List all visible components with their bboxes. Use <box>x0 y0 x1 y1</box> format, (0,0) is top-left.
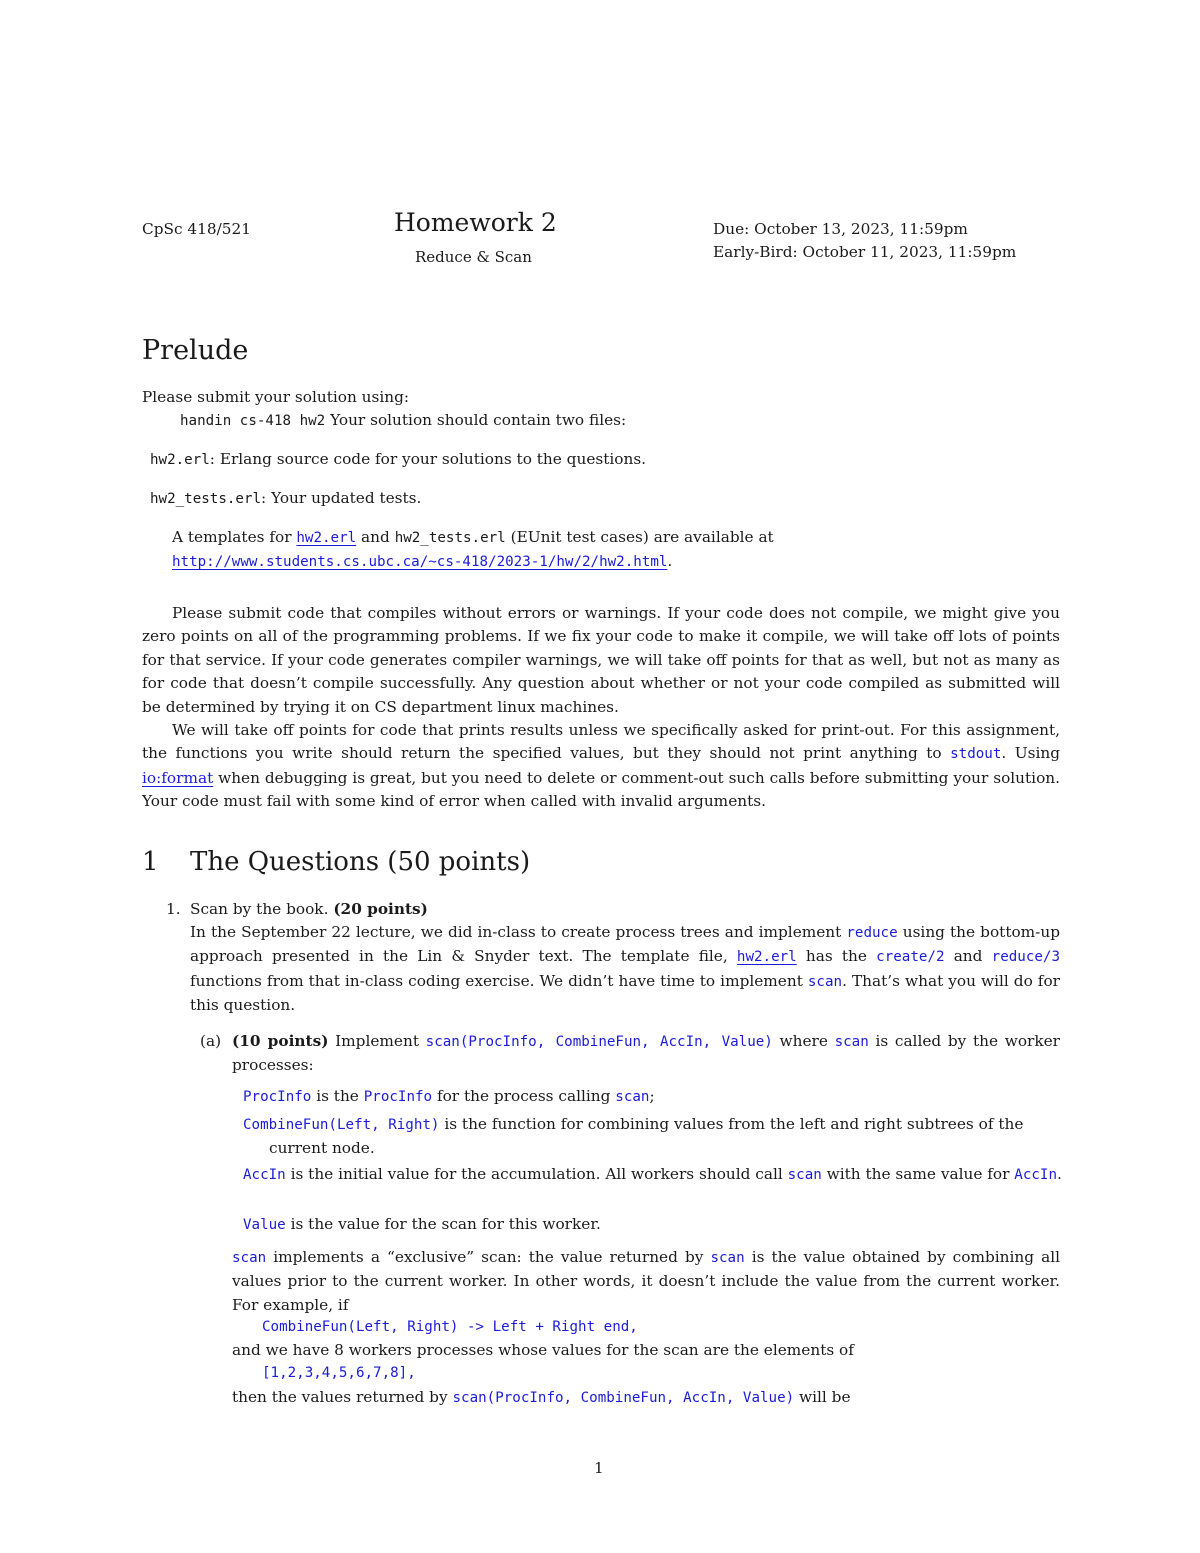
param-accin <box>243 1163 1086 1187</box>
procinfo-scan-code: scan <box>615 1089 650 1105</box>
due-date: Due: October 13, 2023, 11:59pm <box>713 220 968 238</box>
pa-text-a: Implement <box>328 1032 426 1050</box>
url-period: . <box>667 552 673 570</box>
procinfo-code-2: ProcInfo <box>363 1089 433 1105</box>
q1-text-b: using the bottom-up approach presented in the Lin & Snyder text. The template file, <box>190 923 1060 966</box>
create-code: create/2 <box>876 949 945 966</box>
assignment-url-link[interactable]: http://www.students.cs.ubc.ca/~cs-418/2023-1/hw/2/hw2.html <box>172 554 668 570</box>
part-a-label: (a) <box>200 1032 222 1050</box>
file-name-source: hw2.erl <box>150 452 210 468</box>
handin-line <box>180 409 626 433</box>
course-code: CpSc 418/521 <box>142 220 251 238</box>
q1-text-d: and <box>944 947 992 966</box>
templates-text-c: (EUnit test cases) are available at <box>505 528 774 546</box>
section-1-heading: The Questions (50 points) <box>190 847 531 877</box>
scan-signature-code: scan(ProcInfo, CombineFun, AccIn, Value) <box>425 1034 773 1050</box>
exp-text-a: implements a “exclusive” scan: the value returned by <box>266 1248 711 1266</box>
file-desc-source: : Erlang source code for your solutions to the questions. <box>209 450 647 468</box>
section-1-number: 1 <box>142 847 159 877</box>
templates-text-b: and <box>356 528 395 546</box>
handin-note: Your solution should contain two files: <box>330 411 627 429</box>
param-value <box>243 1213 1086 1237</box>
scan-code-a: scan <box>834 1034 869 1050</box>
q1-text-a: In the September 22 lecture, we did in-class to create process trees and implement <box>190 923 847 941</box>
q1-text-c: has the <box>796 947 877 966</box>
q1-text-e: functions from that in-class coding exercise. We didn’t have time to implement <box>190 971 808 990</box>
submit-instruction: Please submit your solution using: <box>142 388 410 406</box>
param-procinfo <box>243 1085 1086 1109</box>
result-scan-code: scan(ProcInfo, CombineFun, AccIn, Value) <box>452 1390 795 1406</box>
print-text-b: . Using <box>1001 744 1060 763</box>
exp-text-b: is the value obtained by combining all values prior to the current worker. In other words, it doesn’t include the value from the current worker. For example, if <box>232 1248 1060 1314</box>
example-combine-code: CombineFun(Left, Right) -> Left + Right end, <box>262 1319 638 1335</box>
accin-text-b: with the same value for <box>821 1165 1015 1183</box>
q1-title-text: Scan by the book. <box>190 900 329 918</box>
pa-text-b: where <box>772 1032 835 1050</box>
accin-scan-code: scan <box>787 1167 822 1183</box>
page-title: Homework 2 <box>394 208 557 237</box>
result-text-b: will be <box>794 1388 851 1406</box>
file-desc-tests: : Your updated tests. <box>261 489 422 507</box>
example-workers-text: and we have 8 workers processes whose values for the scan are the elements of <box>232 1341 854 1359</box>
question-1-title <box>190 898 428 921</box>
scan-code: scan <box>807 973 843 990</box>
result-text-a: then the values returned by <box>232 1388 453 1406</box>
stdout-code: stdout <box>950 746 1002 763</box>
accin-text-a: is the initial value for the accumulation. All workers should call <box>285 1165 788 1183</box>
combinefun-text: is the function for combining values from the left and right subtrees of the current node. <box>269 1115 1024 1158</box>
exp-scan-code-2: scan <box>710 1250 745 1266</box>
question-1-number: 1. <box>166 900 181 918</box>
prelude-heading: Prelude <box>142 335 249 366</box>
procinfo-text-c: ; <box>649 1087 655 1105</box>
print-text-c: when debugging is great, but you need to delete or comment-out such calls before submitting your solution. Your code must fail with some kind of error when called with invalid arguments. <box>142 768 1060 811</box>
reduce-code: reduce <box>846 925 898 941</box>
procinfo-text-b: for the process calling <box>432 1087 616 1105</box>
param-combinefun <box>243 1113 1086 1161</box>
compile-policy-paragraph: Please submit code that compiles without errors or warnings. If your code does not compile, we might give you zero points on all of the programming problems. If we fix your code to make it compile, we will take off lots of points for that service. If your code generates compiler warnings, we will take off points for that as well, but not as many as for code that doesn’t compile successfully. Any question about whether or not your code compiled as submitted will be determined by trying it on CS department linux machines. <box>142 604 1060 716</box>
file-name-tests: hw2_tests.erl <box>150 491 262 507</box>
handin-command: handin cs-418 hw2 <box>180 413 326 429</box>
part-a-description <box>232 1030 1060 1078</box>
procinfo-text-a: is the <box>311 1087 364 1105</box>
accin-code: AccIn <box>243 1167 286 1183</box>
exclusive-scan-explanation <box>232 1246 1060 1317</box>
url-line <box>172 550 672 574</box>
io-format-link[interactable]: io:format <box>142 768 214 787</box>
value-text: is the value for the scan for this worker. <box>285 1215 601 1233</box>
early-bird-date: Early-Bird: October 11, 2023, 11:59pm <box>713 243 1017 261</box>
pa-text-c: is called by the worker processes: <box>232 1032 1060 1075</box>
tests-file-code: hw2_tests.erl <box>394 530 506 546</box>
question-1-description <box>190 921 1060 1018</box>
procinfo-code: ProcInfo <box>243 1089 312 1105</box>
file-item-tests <box>150 487 421 511</box>
hw2-erl-link[interactable]: hw2.erl <box>296 530 357 546</box>
page-number: 1 <box>594 1459 604 1477</box>
templates-line <box>172 526 774 550</box>
print-text-a: We will take off points for code that prints results unless we specifically asked for print-out. For this assignment, the functions you write should return the specified values, but they should not print anything to <box>142 721 1060 763</box>
page-subtitle: Reduce & Scan <box>415 248 532 266</box>
file-item-source <box>150 448 646 472</box>
value-code: Value <box>243 1217 286 1233</box>
template-file-link[interactable]: hw2.erl <box>736 949 797 966</box>
accin-code-2: AccIn <box>1014 1167 1058 1183</box>
exp-scan-code: scan <box>232 1250 267 1266</box>
print-policy-paragraph <box>142 719 1060 814</box>
example-result-line <box>232 1386 851 1410</box>
reduce3-code: reduce/3 <box>991 949 1060 966</box>
q1-points: (20 points) <box>333 900 428 918</box>
accin-text-c: . <box>1057 1165 1062 1183</box>
example-values-code: [1,2,3,4,5,6,7,8], <box>262 1365 416 1381</box>
part-a-points: (10 points) <box>232 1032 329 1050</box>
templates-text-a: A templates for <box>172 528 297 546</box>
combinefun-code: CombineFun(Left, Right) <box>243 1117 440 1133</box>
q1-text-f: . That’s what you will do for this question. <box>190 971 1060 1015</box>
